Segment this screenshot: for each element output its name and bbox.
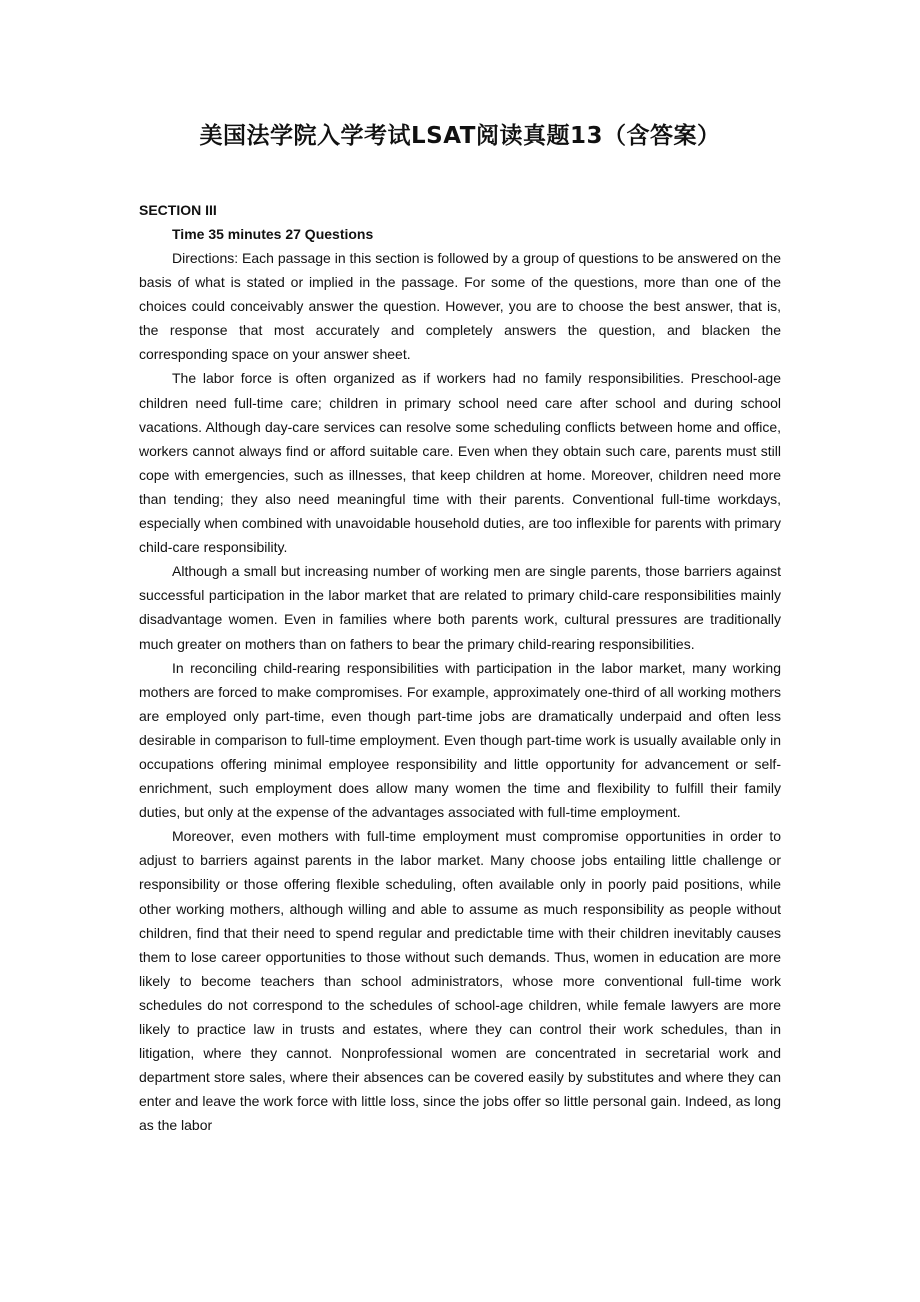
document-title: 美国法学院入学考试LSAT阅读真题13（含答案） bbox=[199, 123, 721, 149]
passage-paragraph-3: In reconciling child-rearing responsibilities with participation in the labor market, many working mothers are forced to make compromises. For example, approximately one-third of all working mothers are employed only part-time, even though part-time jobs are dramatically underpaid and often less desirable in comparison to full-time employment. Even though part-time work is usually available only in occupations offering minimal employee responsibility and little opportunity for advancement or self-enrichment, such employment does allow many women the time and flexibility to fulfill their family duties, but only at the expense of the advantages associated with full-time employment. bbox=[139, 659, 781, 821]
document-page bbox=[139, 120, 781, 1137]
directions-paragraph: Directions: Each passage in this section is followed by a group of questions to be answered on the basis of what is stated or implied in the passage. For some of the questions, more than one of the choices could conceivably answer the question. However, you are to choose the best answer, that is, the response that most accurately and completely answers the question, and blacken the corresponding space on your answer sheet. bbox=[139, 250, 781, 363]
passage-paragraph-1: The labor force is often organized as if workers had no family responsibilities. Preschool-age children need full-time care; children in primary school need care after school and during school vacations. Although day-care services can resolve some scheduling conflicts between home and office, workers cannot always find or afford suitable care. Even when they obtain such care, parents must still cope with emergencies, such as illnesses, that keep children at home. Moreover, children need more than tending; they also need meaningful time with their parents. Conventional full-time workdays, especially when combined with unavoidable household duties, are too inflexible for parents with primary child-care responsibility. bbox=[139, 370, 781, 556]
time-label: Time 35 minutes 27 Questions bbox=[172, 226, 374, 242]
section-label: SECTION III bbox=[139, 202, 217, 218]
passage-paragraph-4: Moreover, even mothers with full-time employment must compromise opportunities in order to adjust to barriers against parents in the labor market. Many choose jobs entailing little challenge or responsibility or those offering flexible scheduling, often available only in poorly paid positions, while other working mothers, although willing and able to assume as much responsibility as people without children, find that their need to spend regular and predictable time with their children inevitably causes them to lose career opportunities to those without such demands. Thus, women in education are more likely to become teachers than school administrators, whose more conventional full-time work schedules do not correspond to the schedules of school-age children, while female lawyers are more likely to practice law in trusts and estates, where they can control their work schedules, than in litigation, where they cannot. Nonprofessional women are concentrated in secretarial work and department store sales, where their absences can be covered easily by substitutes and where they can enter and leave the work force with little loss, since the jobs offer so little personal gain. Indeed, as long as the labor bbox=[139, 828, 781, 1134]
passage-paragraph-2: Although a small but increasing number of working men are single parents, those barriers against successful participation in the labor market that are related to primary child-care responsibilities mainly disadvantage women. Even in families where both parents work, cultural pressures are traditionally much greater on mothers than on fathers to bear the primary child-rearing responsibilities. bbox=[139, 563, 781, 652]
